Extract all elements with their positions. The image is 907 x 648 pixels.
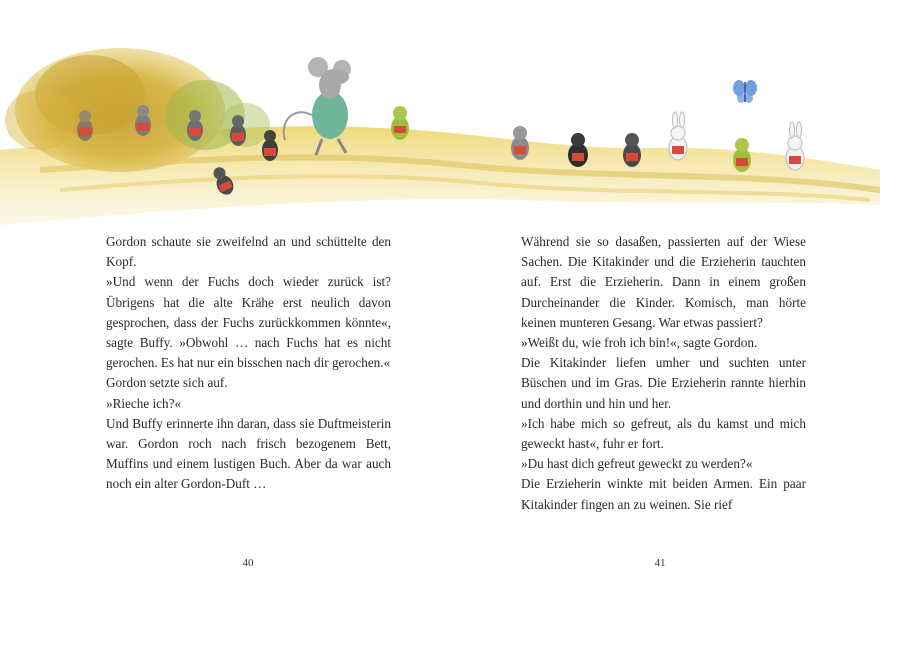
paragraph: »Ich habe mich so gefreut, als du kamst und mich geweckt hast«, fuhr er fort. bbox=[521, 415, 806, 452]
page-40-text bbox=[106, 232, 391, 495]
paragraph: Gordon setzte sich auf. bbox=[106, 375, 228, 391]
paragraph: »Du hast dich gefreut geweckt zu werden?« bbox=[521, 456, 753, 472]
page-41-text bbox=[521, 232, 806, 515]
paragraph: Die Erzieherin winkte mit beiden Armen. Ein paar Kitakinder fingen an zu weinen. Sie rief bbox=[521, 476, 806, 512]
paragraph: »Rieche ich?« bbox=[106, 395, 182, 411]
paragraph: »Weißt du, wie froh ich bin!«, sagte Gordon. bbox=[521, 335, 758, 351]
paragraph: Gordon schaute sie zweifelnd an und schüttelte den Kopf. bbox=[106, 234, 391, 270]
meadow-illustration bbox=[0, 0, 907, 240]
page-number-left: 40 bbox=[242, 557, 254, 569]
paragraph: Und Buffy erinnerte ihn daran, dass sie Duftmeisterin war. Gordon roch nach frisch bezogenem Bett, Muffins und einem lustigen Buch. Aber da war auch noch ein alter Gordon-Duft … bbox=[106, 415, 391, 492]
butterfly-icon bbox=[733, 80, 757, 103]
paragraph: »Und wenn der Fuchs doch wieder zurück ist? Übrigens hat die alte Krähe erst neulich davon gesprochen, dass der Fuchs zurückkommen könnte«, sagte Buffy. »Obwohl … nach Fuchs hat es nicht gerochen. Es hat nur ein bisschen nach dir gerochen.« bbox=[106, 274, 391, 371]
paragraph: Während sie so dasaßen, passierten auf der Wiese Sachen. Die Kitakinder und die Erzieherin tauchten auf. Erst die Erzieherin. Dann in einem großen Durcheinander die Kinder. Komisch, man hörte keinen munteren Gesang. War etwas passiert? bbox=[521, 234, 806, 330]
page-number-right: 41 bbox=[654, 557, 666, 569]
paragraph: Die Kitakinder liefen umher und suchten unter Büschen und im Gras. Die Erzieherin rannte hierhin und dorthin und hin und her. bbox=[521, 355, 806, 411]
